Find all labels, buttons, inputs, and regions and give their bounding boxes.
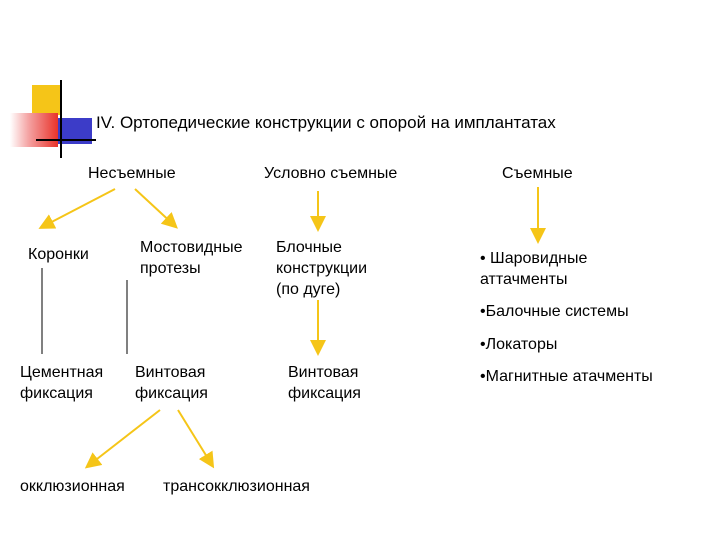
node-screw-fixation-conditional: Винтовая фиксация xyxy=(288,364,361,402)
removable-item-magnetic-attachments: •Магнитные атачменты xyxy=(480,368,653,385)
arrow-screw-to-occlusal xyxy=(88,410,160,466)
removable-item-bar-systems: •Балочные системы xyxy=(480,303,629,320)
arrow-fixed-to-bridges xyxy=(135,189,175,226)
arrow-screw-to-transocclusal xyxy=(178,410,212,465)
node-block-constructions: Блочные конструкции (по дуге) xyxy=(276,239,367,298)
arrow-fixed-to-crowns xyxy=(42,189,115,227)
node-crowns: Коронки xyxy=(28,246,89,263)
node-screw-fixation-fixed: Винтовая фиксация xyxy=(135,364,208,402)
node-cement-fixation: Цементная фиксация xyxy=(20,364,104,402)
node-bridges: Мостовидные протезы xyxy=(140,239,243,277)
removable-item-ball-attachments: • Шаровидные аттачменты xyxy=(480,250,588,288)
category-fixed: Несъемные xyxy=(88,165,176,182)
removable-item-locators: •Локаторы xyxy=(480,336,558,353)
category-conditionally-removable: Условно съемные xyxy=(264,165,398,182)
node-occlusal: окклюзионная xyxy=(20,478,125,495)
node-transocclusal: трансокклюзионная xyxy=(163,478,310,495)
category-removable: Съемные xyxy=(502,165,573,182)
page-title: IV. Ортопедические конструкции с опорой на имплантатах xyxy=(96,113,556,132)
